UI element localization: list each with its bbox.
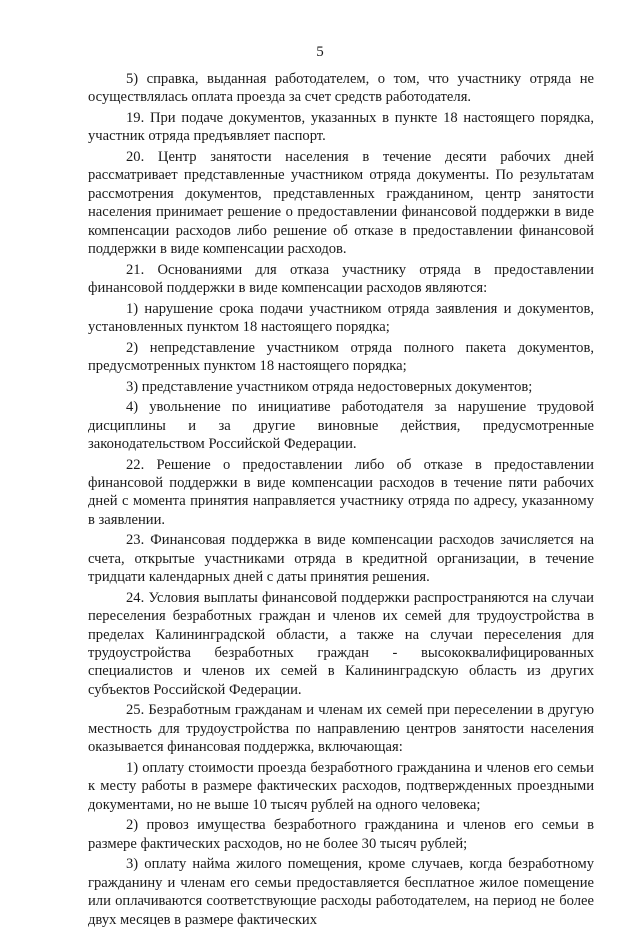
paragraph-25-item-1: 1) оплату стоимости проезда безработного гражданина и членов его семьи к месту работы в размере фактических расходов, подтвержденных проездными документами, но не выше 10 тысяч рублей на одного человека; [88,759,594,813]
paragraph-21-item-4: 4) увольнение по инициативе работодателя за нарушение трудовой дисциплины и за другие виновные действия, предусмотренные законодательством Российской Федерации. [88,399,594,453]
paragraph-21-item-1: 1) нарушение срока подачи участником отряда заявления и документов, установленных пунктом 18 настоящего порядка; [88,300,594,336]
paragraph-20: 20. Центр занятости населения в течение десяти рабочих дней рассматривает представленные участником отряда документы. По результатам рассмотрения документов, представленных гражданином, центр занятости населения принимает решение о предоставлении финансовой поддержки в виде компенсации расходов либо решение об отказе в предоставлении финансовой поддержки в виде компенсации расходов. [88,149,594,258]
page-number: 5 [316,44,324,60]
paragraph-24: 24. Условия выплаты финансовой поддержки распространяются на случаи переселения безработных граждан и членов их семей для трудоустройства в пределах Калининградской области, а также на случаи переселения для трудоустройства безработных граждан - высококвалифицированных специалистов и членов их семей в Калининградскую область из других субъектов Российской Федерации. [88,589,594,698]
paragraph-item-5-certificate: 5) справка, выданная работодателем, о том, что участнику отряда не осуществлялась оплата проезда за счет средств работодателя. [88,71,594,106]
paragraph-21-item-2: 2) непредставление участником отряда полного пакета документов, предусмотренных пунктом 18 настоящего порядка; [88,339,594,375]
paragraph-25: 25. Безработным гражданам и членам их семей при переселении в другую местность для трудоустройства по направлению центров занятости населения оказывается финансовая поддержка, включающая: [88,702,594,756]
paragraph-19: 19. При подаче документов, указанных в пункте 18 настоящего порядка, участник отряда предъявляет паспорт. [88,110,594,145]
paragraph-23: 23. Финансовая поддержка в виде компенсации расходов зачисляется на счета, открытые участниками отряда в кредитной организации, в течение тридцати календарных дней с даты принятия решения. [88,532,594,586]
document-body [88,70,594,931]
paragraph-25-item-2: 2) провоз имущества безработного гражданина и членов его семьи в размере фактических расходов, но не более 30 тысяч рублей; [88,817,594,852]
paragraph-25-item-3: 3) оплату найма жилого помещения, кроме случаев, когда безработному гражданину и членам его семьи предоставляется бесплатное жилое помещение или оплачиваются соответствующие расходы работодателем, на период не более двух месяцев в размере фактических [88,856,594,928]
paragraph-21-item-3: 3) представление участником отряда недостоверных документов; [126,378,533,395]
paragraph-21: 21. Основаниями для отказа участнику отряда в предоставлении финансовой поддержки в виде компенсации расходов являются: [88,261,594,297]
paragraph-22: 22. Решение о предоставлении либо об отказе в предоставлении финансовой поддержки в виде компенсации расходов в течение пяти рабочих дней с момента принятия направляется участнику отряда по адресу, указанному в заявлении. [88,456,594,528]
